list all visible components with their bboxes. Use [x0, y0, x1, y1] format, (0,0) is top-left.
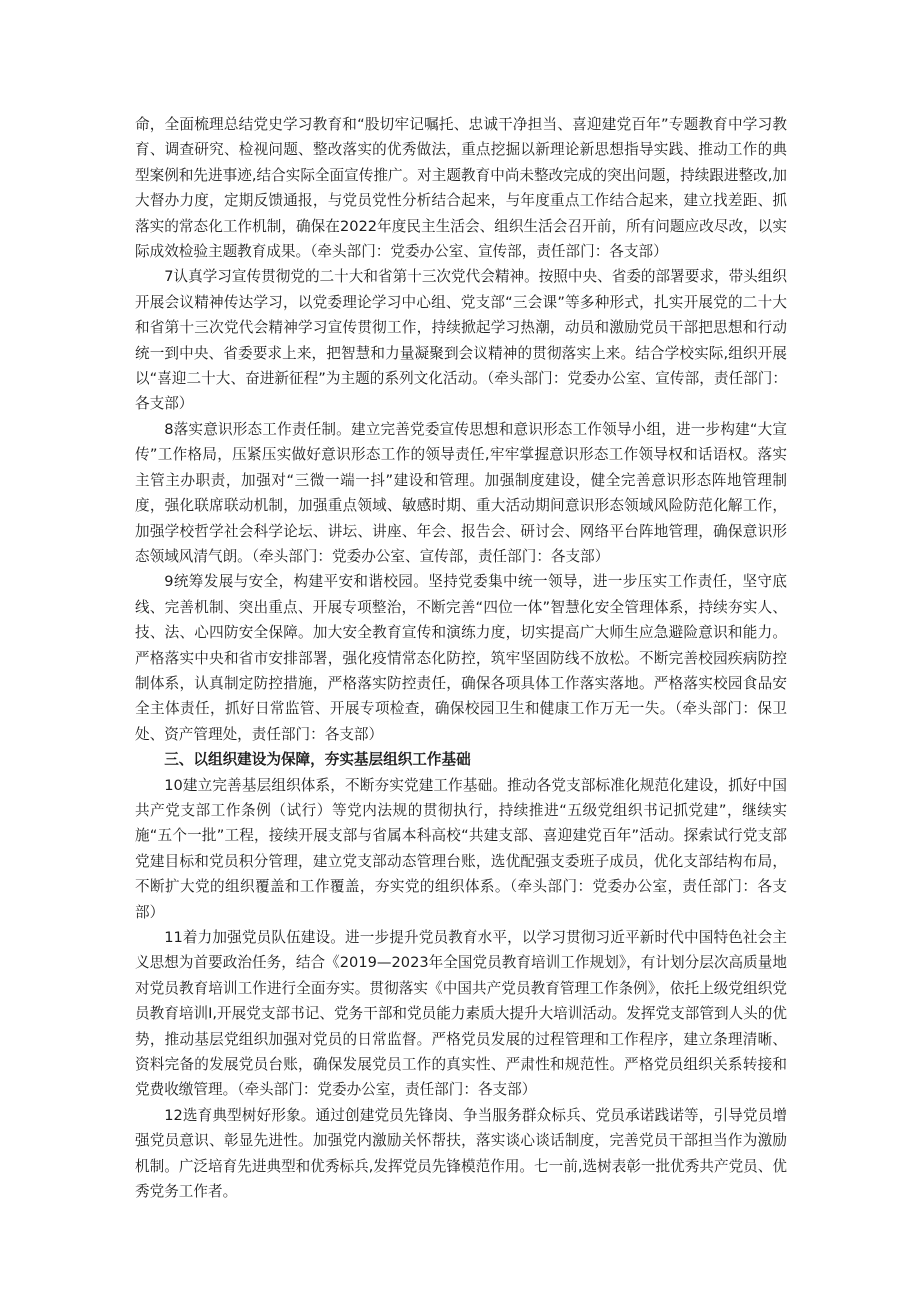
paragraph-continuation: 命，全面梳理总结党史学习教育和“股切牢记嘱托、忠诚干净担当、喜迎建党百年”专题教育中学习教育、调查研究、检视问题、整改落实的优秀做法，重点挖掘以新理论新思想指导实践、推动工作的典型案例和先进事迹,结合实际全面宣传推广。对主题教育中尚未整改完成的突出问题，持续跟进整改,加大督办力度，定期反馈通报，与党员党性分析结合起来，与年度重点工作结合起来，建立找差距、抓落实的常态化工作机制，确保在2022年度民主生活会、组织生活会召开前，所有问题应改尽改，以实际成效检验主题教育成果。（牵头部门：党委办公室、宣传部，责任部门：各支部） [135, 116, 787, 261]
paragraph-item-8: 8落实意识形态工作责任制。建立完善党委宣传思想和意识形态工作领导小组，进一步构建“大宣传”工作格局，压紧压实做好意识形态工作的领导责任,牢牢掌握意识形态工作领导权和话语权。落实主管主办职责，加强对“三微一端一抖”建设和管理。加强制度建设，健全完善意识形态阵地管理制度，强化联席联动机制，加强重点领域、敏感时期、重大活动期间意识形态领域风险防范化解工作，加强学校哲学社会科学论坛、讲坛、讲座、年会、报告会、研讨会、网络平台阵地管理，确保意识形态领域风清气朗。（牵头部门：党委办公室、宣传部，责任部门：各支部） [135, 420, 787, 565]
section-heading-3: 三、以组织建设为保障，夯实基层组织工作基础 [164, 751, 471, 769]
paragraph-item-11: 11着力加强党员队伍建设。进一步提升党员教育水平，以学习贯彻习近平新时代中国特色社会主义思想为首要政治任务，结合《2019—2023年全国党员教育培训工作规划》，有计划分层次高质量地对党员教育培训工作进行全面夯实。贯彻落实《中国共产党员教育管理工作条例》，依托上级党组织党员教育培训Ⅰ,开展党支部书记、党务干部和党员能力素质大提升大培训活动。发挥党支部管到人头的优势，推动基层党组织加强对党员的日常监督。严格党员发展的过程管理和工作程序，建立条理清晰、资料完备的发展党员台账，确保发展党员工作的真实性、严肃性和规范性。严格党员组织关系转接和党费收缴管理。（牵头部门：党委办公室，责任部门：各支部） [135, 929, 787, 1099]
paragraph-item-12: 12选育典型树好形象。通过创建党员先锋岗、争当服务群众标兵、党员承诺践诺等，引导党员增强党员意识、彰显先进性。加强党内激励关怀帮扶，落实谈心谈话制度，完善党员干部担当作为激励机制。广泛培育先进典型和优秀标兵,发挥党员先锋模范作用。七一前,选树表彰一批优秀共产党员、优秀党务工作者。 [135, 1106, 787, 1201]
paragraph-item-7: 7认真学习宣传贯彻党的二十大和省第十三次党代会精神。按照中央、省委的部署要求，带头组织开展会议精神传达学习，以党委理论学习中心组、党支部“三会课”等多种形式，扎实开展党的二十大和省第十三次党代会精神学习宣传贯彻工作，持续掀起学习热潮，动员和激励党员干部把思想和行动统一到中央、省委要求上来，把智慧和力量凝聚到会议精神的贯彻落实上来。结合学校实际,组织开展以“喜迎二十大、奋进新征程”为主题的系列文化活动。（牵头部门：党委办公室、宣传部，责任部门：各支部） [135, 268, 787, 413]
document-body [135, 112, 787, 1204]
paragraph-item-9: 9统筹发展与安全，构建平安和谐校园。坚持党委集中统一领导，进一步压实工作责任，坚守底线、完善机制、突出重点、开展专项整治，不断完善“四位一体”智慧化安全管理体系，持续夯实人、技、法、心四防安全保障。加大安全教育宣传和演练力度，切实提高广大师生应急避险意识和能力。严格落实中央和省市安排部署，强化疫情常态化防控，筑牢坚固防线不放松。不断完善校园疾病防控制体系，认真制定防控措施，严格落实防控责任，确保各项具体工作落实落地。严格落实校园食品安全主体责任，抓好日常监管、开展专项检查，确保校园卫生和健康工作万无一失。（牵头部门：保卫处、资产管理处，责任部门：各支部） [135, 573, 787, 743]
paragraph-item-10: 10建立完善基层组织体系，不断夯实党建工作基础。推动各党支部标准化规范化建设，抓好中国共产党支部工作条例（试行）等党内法规的贯彻执行，持续推进“五级党组织书记抓党建”，继续实施“五个一批”工程，接续开展支部与省属本科高校“共建支部、喜迎建党百年”活动。探索试行党支部党建目标和党员积分管理，建立党支部动态管理台账，选优配强支委班子成员，优化支部结构布局，不断扩大党的组织覆盖和工作覆盖，夯实党的组织体系。（牵头部门：党委办公室，责任部门：各支部） [135, 776, 787, 921]
